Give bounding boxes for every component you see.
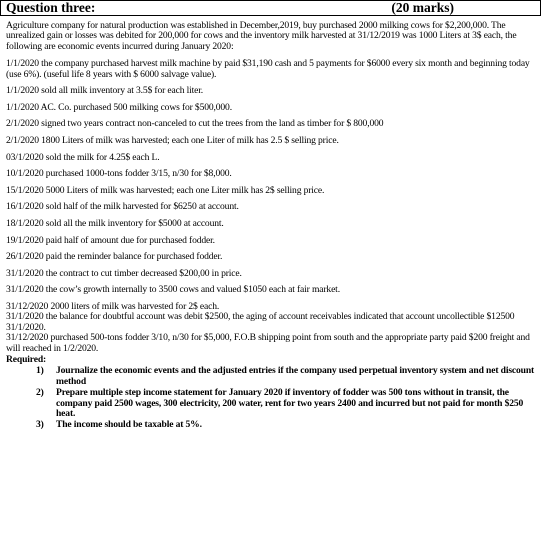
question-title: Question three: [6,0,96,15]
required-item-text: The income should be taxable at 5%. [56,419,202,431]
question-header [0,0,541,16]
required-item-text: Prepare multiple step income statement for January 2020 if inventory of fodder was 500 tons without in transit, the company paid 2500 wages, 300 electricity, 200 water, rent for two years 2400 and incurred but not paid for month $250 heat. [56,387,524,419]
event-item: 1/1/2020 the company purchased harvest milk machine by paid $31,190 cash and 5 payments for $6000 every six month and beginning today (use 6%). (useful life 8 years with $ 6000 salvage value). [6,58,530,80]
event-item: 18/1/2020 sold all the milk inventory for $5000 at account. [6,217,224,229]
event-item: 15/1/2020 5000 Liters of milk was harvested; each one Liter milk has 2$ selling price. [6,184,325,196]
event-item: 1/1/2020 AC. Co. purchased 500 milking cows for $500,000. [6,101,232,113]
required-item-number: 3) [36,419,44,431]
required-item-number: 2) [36,387,44,399]
intro-paragraph: Agriculture company for natural production was established in December,2019, buy purchased 2000 milking cows for $2,200,000. The unrealized gain or losses was debited for 200,000 for cows and the inventory milk harvested at 31/12/2019 was 1000 Liters at 3$ each, the following are economic events incurred during January 2020: [6,20,517,52]
event-item: 19/1/2020 paid half of amount due for purchased fodder. [6,234,215,246]
event-item: 10/1/2020 purchased 1000-tons fodder 3/15, n/30 for $8,000. [6,168,232,180]
event-item: 31/12/2020 2000 liters of milk was harvested for 2$ each. [6,300,220,312]
event-item: 2/1/2020 1800 Liters of milk was harvested; each one Liter of milk has 2.5 $ selling price. [6,135,339,146]
event-item: 31/12/2020 purchased 500-tons fodder 3/10, n/30 for $5,000, F.O.B shipping point from south and the appropriate party paid $200 freight and will reached in 1/2/2020. [6,332,530,354]
required-list [4,366,540,430]
required-item [4,366,540,387]
event-item: 31/1/2020 the cow’s growth internally to 3500 cows and valued $1050 each at fair market. [6,284,340,296]
event-item: 16/1/2020 sold half of the milk harvested for $6250 at account. [6,201,239,213]
event-item: 26/1/2020 paid the reminder balance for purchased fodder. [6,251,223,263]
event-item: 31/1/2020 the contract to cut timber decreased $200,00 in price. [6,267,242,279]
event-item: 03/1/2020 sold the milk for 4.25$ each L. [6,151,160,163]
question-marks: (20 marks) [391,0,454,15]
required-item-text: Journalize the economic events and the adjusted entries if the company used perpetual inventory system and net discount method [56,365,535,387]
required-item [4,388,540,419]
question-body [4,17,540,431]
required-item-number: 1) [36,365,44,377]
required-item [4,420,540,430]
event-item: 31/1/2020. [6,321,46,333]
event-item: 1/1/2020 sold all milk inventory at 3.5$ for each liter. [6,85,204,97]
event-item: 31/1/2020 the balance for doubtful account was debit $2500, the aging of account receivables indicated that account uncollectible $12500 [6,311,515,323]
event-item: 2/1/2020 signed two years contract non-canceled to cut the trees from the land as timber for $ 800,000 [6,118,384,130]
required-label: Required: [6,353,47,365]
